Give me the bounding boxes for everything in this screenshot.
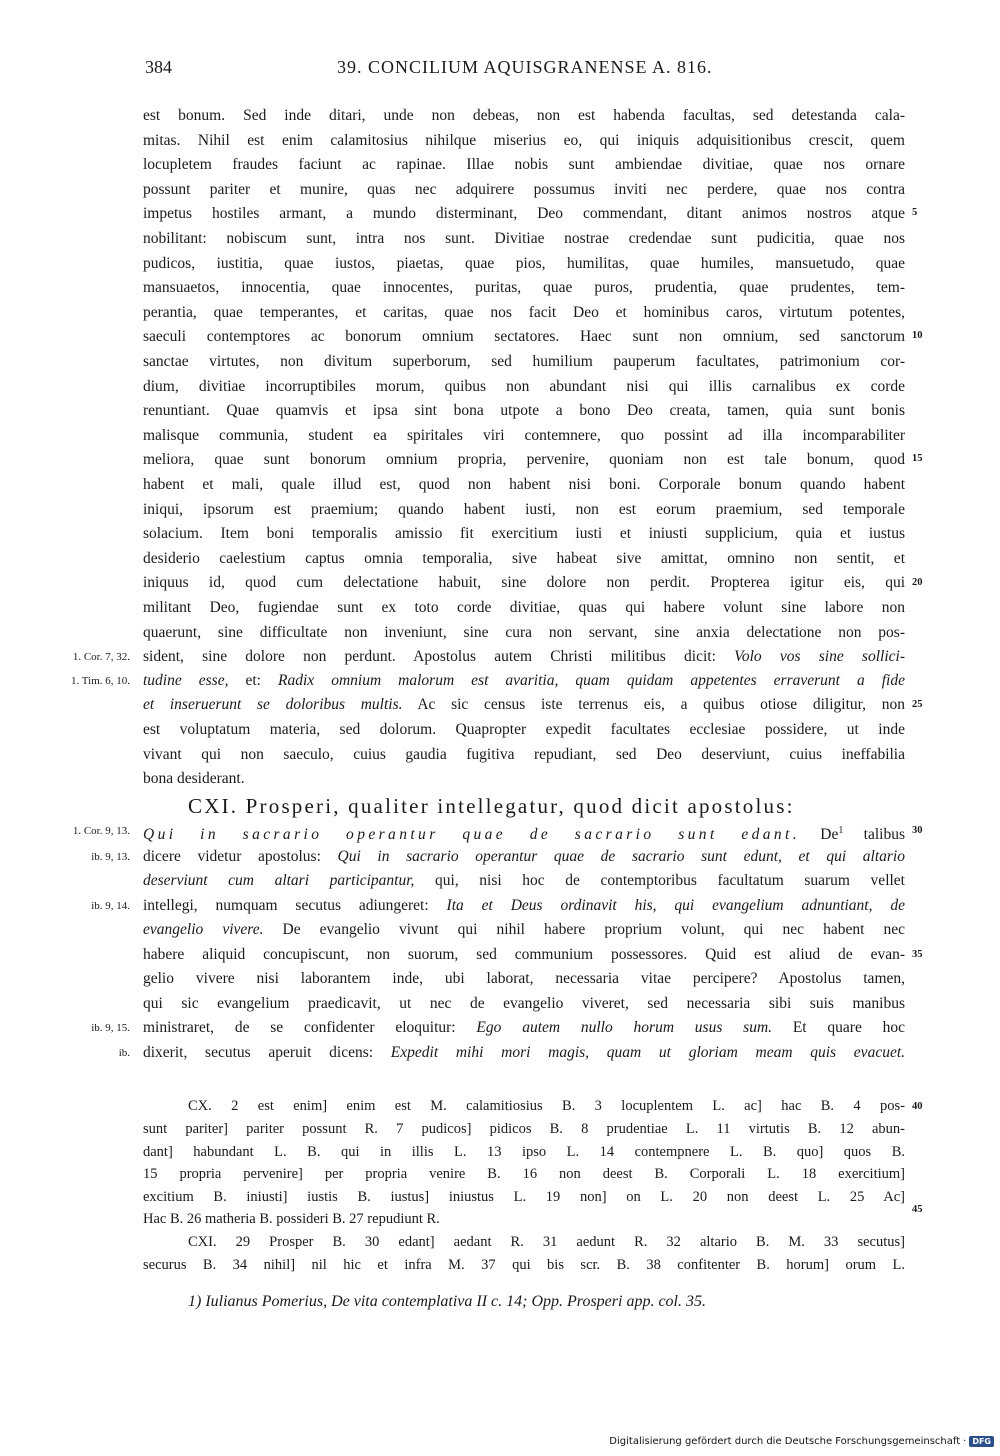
line-number: 45 [912, 1204, 923, 1215]
body-line: militant Deo, fugiendae sunt ex toto corde divitiae, quas qui habere volunt sine labore non [143, 599, 905, 616]
body-line: nobilitant: nobiscum sunt, intra nos sunt. Divitiae nostrae credendae sunt pudicitia, quae nos [143, 230, 905, 247]
body-line: habent et mali, quale illud est, quod non habent nisi boni. Corporale bonum quando habent [143, 476, 905, 493]
body-line: meliora, quae sunt bonorum omnium propria, pervenire, quoniam non est tale bonum, quod [143, 451, 905, 469]
body-line: saeculi contemptores ac bonorum omnium sectatores. Haec sunt non omnium, sed sanctorum [143, 328, 905, 346]
body-line: iniqui, ipsorum est praemium; quando habent iusti, non est eorum praemium, sed temporale [143, 500, 905, 518]
body-line: sanctae virtutes, non divitum superborum, sed humilium pauperum facultates, patrimonium cor- [143, 353, 905, 370]
credit-text: Digitalisierung gefördert durch die Deutsche Forschungsgemeinschaft [609, 1436, 961, 1447]
chapter-line: dixerit, secutus aperuit dicens: Expedit mihi mori magis, quam ut gloriam meam quis evacuet. [143, 1044, 906, 1061]
line-number: 30 [912, 825, 923, 836]
apparatus-line: CX. 2 est enim] enim est M. calamitiosius B. 3 locuplentem L. ac] hac B. 4 pos- [188, 1098, 905, 1114]
body-line: iniquus id, quod cum delectatione habuit, sine dolore non perdit. Propterea igitur eis, qui [143, 574, 905, 592]
line-number: 40 [912, 1101, 923, 1112]
chapter-line: deserviunt cum altari participantur, qui, nisi hoc de contemptoribus facultatum suarum vellet [143, 872, 905, 889]
chapter-line: dicere videtur apostolus: Qui in sacrario operantur quae de sacrario sunt edunt, et qui altario [143, 848, 905, 865]
chapter-title: CXI. Prosperi, qualiter intellegatur, quod dicit apostolus: [188, 794, 795, 818]
digitization-credit: Digitalisierung gefördert durch die Deutsche Forschungsgemeinschaft · DFG [609, 1436, 994, 1447]
page-number: 384 [145, 57, 172, 77]
body-line: pudicos, iustitia, quae iustos, piaetas, quae pios, humilitas, quae humiles, mansuetudo, quae [143, 254, 905, 272]
body-line: mansuaetos, innocentia, quae innocentes, puritas, quae puros, prudentia, quae prudentes, tem- [143, 279, 905, 297]
body-line: malisque communia, student ea spiritales viri contemnere, quo possint ad illa incomparabiliter [143, 426, 905, 444]
margin-reference: ib. 9, 13. [91, 851, 130, 863]
apparatus-line: Hac B. 26 matheria B. possideri B. 27 repudiunt R. [143, 1211, 440, 1227]
line-number: 5 [912, 207, 918, 218]
line-number: 35 [912, 949, 923, 960]
margin-reference: 1. Tim. 6, 10. [71, 675, 130, 687]
body-line: sident, sine dolore non perdunt. Apostolus autem Christi militibus dicit: Volo vos sine sollici- [143, 648, 905, 665]
body-line: mitas. Nihil est enim calamitosius nihilque miserius eo, qui iniquis adquisitionibus crescit, quem [143, 131, 905, 149]
body-line: et inseruerunt se doloribus multis. Ac sic census iste terrenus eis, a quibus otiose diligitur, non [143, 696, 905, 713]
running-title: 39. CONCILIUM AQUISGRANENSE A. 816. [337, 57, 713, 77]
chapter-line: Qui in sacrario operantur quae de sacrario sunt edant. De$^1$ talibus [143, 825, 905, 844]
chapter-line: qui sic evangelium praedicavit, ut nec de evangelio viveret, sed necessaria sibi suis manibus [143, 995, 905, 1012]
body-line: desiderio caelestium captus omnia temporalia, sive habeat sive amittat, omnino non sentit, et [143, 549, 905, 567]
body-line: possunt pariter et munire, quas nec adquirere possumus inviti nec perdere, quae nos contra [143, 180, 905, 198]
body-line: tudine esse, et: Radix omnium malorum est avaritia, quam quidam appetentes erraverunt a fide [143, 672, 905, 689]
apparatus-line: excitium B. iniusti] iustis B. iustus] iniustus L. 19 non] on L. 20 non deest L. 25 Ac] [143, 1189, 905, 1205]
line-number: 15 [912, 453, 923, 464]
body-line: est bonum. Sed inde ditari, unde non debeas, non est habenda facultas, sed detestanda cala- [143, 107, 905, 124]
line-number: 10 [912, 330, 923, 341]
margin-reference: 1. Cor. 9, 13. [72, 825, 130, 837]
chapter-line: evangelio vivere. De evangelio vivunt qui nihil habere proprium volunt, qui nec habent nec [143, 921, 905, 938]
body-line: renuntiant. Quae quamvis et ipsa sint bona utpote a bono Deo creata, tamen, quia sunt bonis [143, 402, 905, 420]
apparatus-line: CXI. 29 Prosper B. 30 edant] aedant R. 31 aedunt R. 32 altario B. M. 33 secutus] [188, 1234, 905, 1250]
margin-reference: ib. 9, 15. [91, 1022, 130, 1034]
body-line: bona desiderant. [143, 770, 245, 787]
chapter-line: gelio vivere nisi laborantem inde, ubi laborat, necessaria vitae percipere? Apostolus tamen, [143, 970, 905, 987]
apparatus-line: sunt pariter] pariter possunt R. 7 pudicos] pidicos B. 8 prudentiae L. 11 virtutis B. 12 abun- [143, 1121, 905, 1137]
body-line: dium, divitiae incorruptibiles morum, quibus non abundant nisi qui illis carnalibus ex corde [143, 377, 905, 395]
apparatus-line: dant] habundant L. B. qui in illis L. 13 ipso L. 14 contempnere L. B. quo] quos B. [143, 1144, 905, 1160]
margin-reference: 1. Cor. 7, 32. [72, 651, 130, 663]
chapter-line: habere aliquid concupiscunt, non suorum, sed communium possessores. Quid est aliud de evan- [143, 946, 905, 963]
body-line: locupletem fraudes faciunt ac rapinae. Illae nobis sunt ambiendae divitiae, quae nos ornare [143, 156, 905, 174]
footnote: 1) Iulianus Pomerius, De vita contemplativa II c. 14; Opp. Prosperi app. col. 35. [188, 1293, 706, 1310]
body-line: quaerunt, sine difficultate non inveniunt, sine cura non servant, sine anxia delectatione non pos- [143, 623, 905, 641]
apparatus-line: securus B. 34 nihil] nil hic et infra M. 37 qui bis scr. B. 38 confitenter B. horum] orum L. [143, 1257, 905, 1273]
body-line: vivant qui non saeculo, cuius gaudia fugitiva repudiant, sed Deo deserviunt, cuius ineffabilia [143, 745, 905, 763]
margin-reference: ib. [118, 1047, 130, 1059]
body-line: impetus hostiles armant, a mundo disterminant, Deo commendant, ditant animos nostros atque [143, 205, 905, 223]
apparatus-line: 15 propria pervenire] per propria venire B. 16 non deest B. Corporali L. 18 exercitium] [143, 1166, 905, 1182]
line-number: 20 [912, 577, 923, 588]
chapter-line: ministraret, de se confidenter eloquitur: Ego autem nullo horum usus sum. Et quare hoc [143, 1019, 906, 1036]
line-number: 25 [912, 699, 923, 710]
body-line: solacium. Item boni temporalis amissio fit exercitium iusti et iniusti supplicium, quia et iustus [143, 525, 905, 543]
margin-reference: ib. 9, 14. [91, 900, 130, 912]
dfg-logo: DFG [969, 1436, 994, 1447]
body-line: est voluptatum materia, sed dolorum. Quapropter expedit facultates ecclesiae possidere, ut inde [143, 721, 905, 738]
body-line: perantia, quae temperantes, et caritas, quae nos facit Deo et hominibus caros, virtutum potentes, [143, 303, 905, 321]
chapter-line: intellegi, numquam secutus adiungeret: Ita et Deus ordinavit his, qui evangelium adnuntiant, de [143, 897, 906, 914]
